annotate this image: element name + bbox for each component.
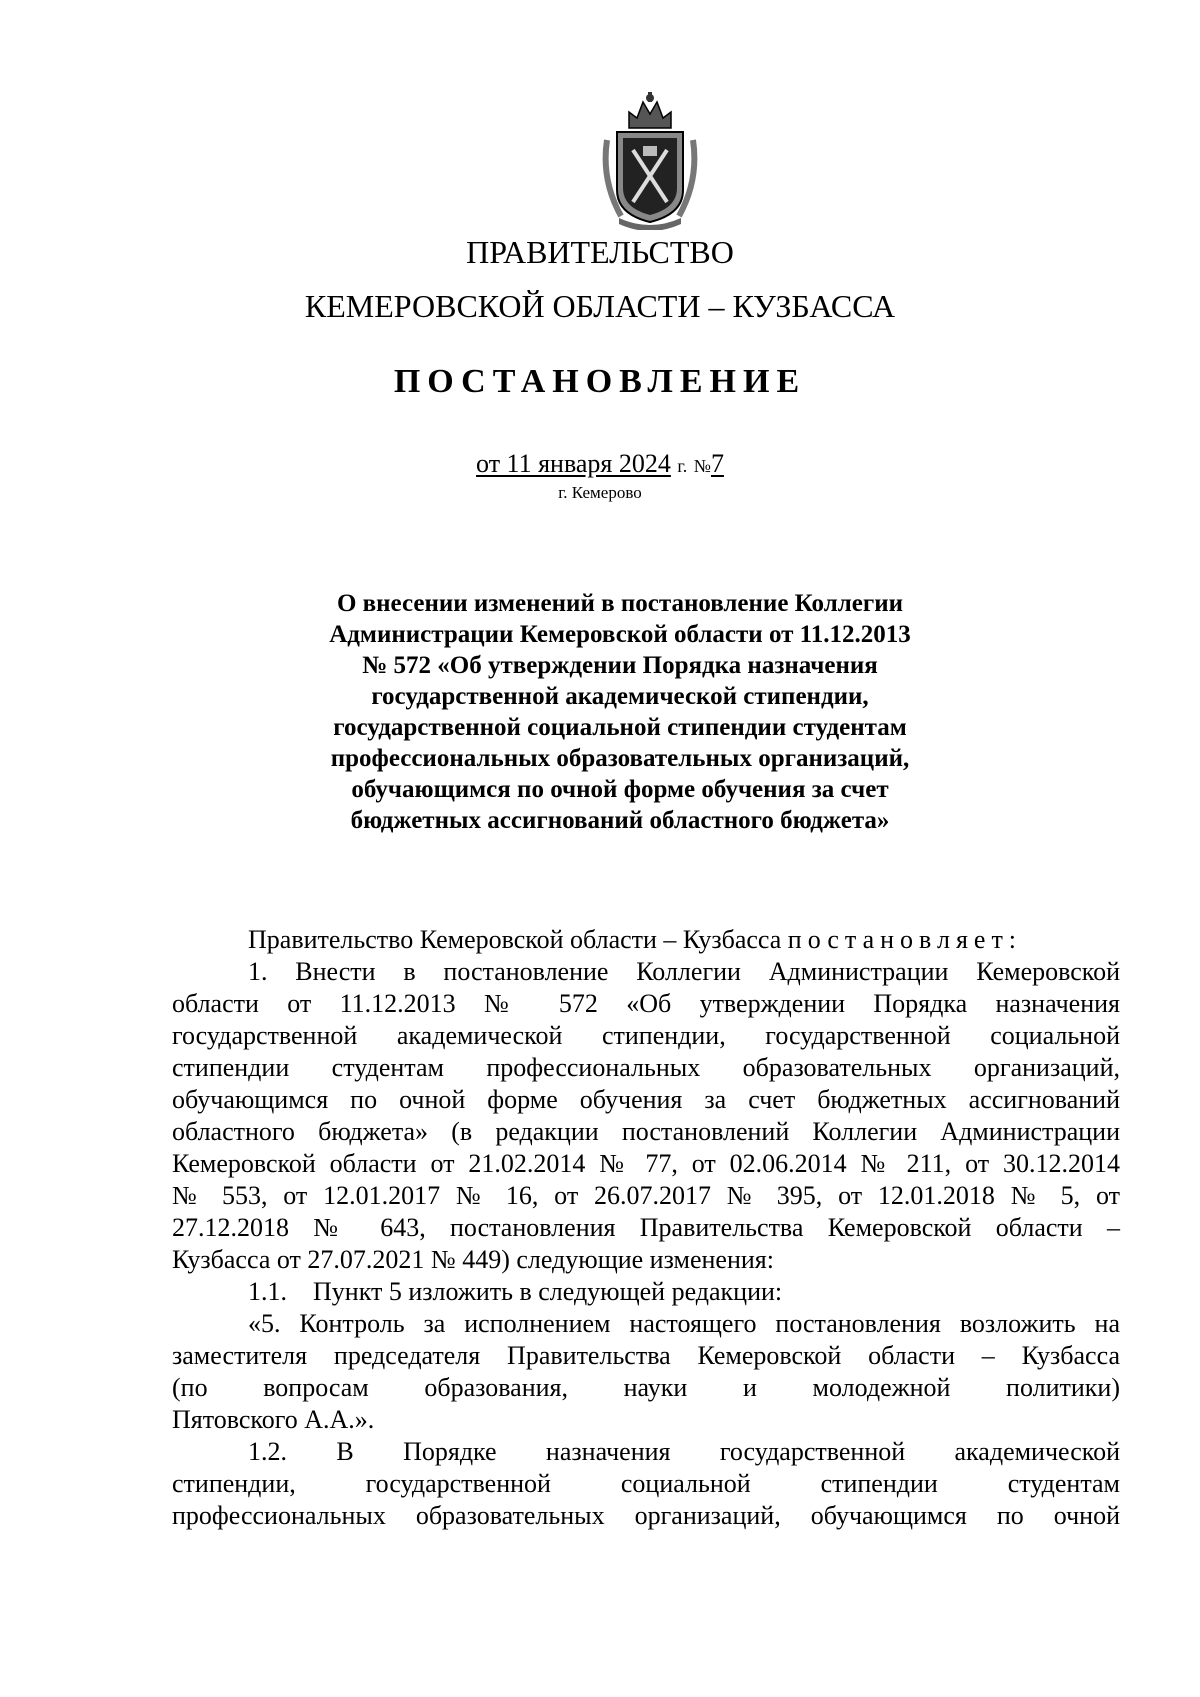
document-title	[240, 588, 1000, 836]
body-line: Кузбасса от 27.07.2021 № 449) следующие изменения:	[172, 1245, 774, 1274]
government-name-line1: ПРАВИТЕЛЬСТВО	[466, 234, 734, 270]
city: г. Кемерово	[558, 483, 642, 502]
intro-line	[172, 924, 1120, 956]
body-line: 1.2. В Порядке назначения государственной академической	[248, 1437, 1120, 1466]
title-line: № 572 «Об утверждении Порядка назначения	[362, 652, 878, 679]
year-suffix: г.	[677, 456, 688, 476]
title-line: О внесении изменений в постановление Коллегии	[336, 590, 904, 617]
title-line: профессиональных образовательных организаций,	[330, 745, 910, 772]
body-line: области от 11.12.2013 № 572 «Об утверждении Порядка назначения	[172, 989, 1120, 1018]
body-line: стипендии студентам профессиональных образовательных организаций,	[172, 1053, 1120, 1082]
body-line: (по вопросам образования, науки и молодежной политики)	[172, 1373, 1120, 1402]
body-line: 27.12.2018 № 643, постановления Правительства Кемеровской области –	[172, 1213, 1120, 1242]
document-body	[172, 924, 1120, 1532]
body-line: Пятовского А.А.».	[172, 1405, 375, 1434]
body-line: заместителя председателя Правительства Кемеровской области – Кузбасса	[172, 1341, 1120, 1370]
title-line: государственной академической стипендии,	[371, 683, 869, 710]
body-line: 1. Внести в постановление Коллегии Администрации Кемеровской	[248, 957, 1120, 986]
document-date: от 11 января 2024	[476, 449, 671, 478]
body-line: профессиональных образовательных организаций, обучающимся по очной	[172, 1501, 1120, 1530]
body-line: государственной академической стипендии, государственной социальной	[172, 1021, 1120, 1050]
government-name-line2: КЕМЕРОВСКОЙ ОБЛАСТИ – КУЗБАССА	[304, 288, 896, 324]
title-line: обучающимся по очной форме обучения за счет	[351, 776, 889, 803]
body-line: «5. Контроль за исполнением настоящего постановления возложить на	[248, 1309, 1120, 1338]
intro-text: Правительство Кемеровской области – Кузбасса	[248, 925, 782, 954]
body-line: областного бюджета» (в редакции постановлений Коллегии Администрации	[172, 1117, 1120, 1146]
intro-spaced-verb: постановляет:	[787, 925, 1023, 954]
body-line: стипендии, государственной социальной стипендии студентам	[172, 1469, 1120, 1498]
date-number-line	[0, 448, 1200, 482]
number-label: №	[693, 456, 711, 476]
body-line: обучающимся по очной форме обучения за счет бюджетных ассигнований	[172, 1085, 1120, 1114]
title-line: бюджетных ассигнований областного бюджета»	[350, 807, 890, 834]
title-line: Администрации Кемеровской области от 11.12.2013	[329, 621, 911, 648]
document-type: ПОСТАНОВЛЕНИЕ	[393, 363, 807, 400]
coat-of-arms-emblem	[599, 90, 701, 230]
body-line: 1.1. Пункт 5 изложить в следующей редакции:	[248, 1277, 783, 1306]
title-line: государственной социальной стипендии студентам	[333, 714, 907, 741]
document-number: 7	[710, 449, 724, 478]
body-line: № 553, от 12.01.2017 № 16, от 26.07.2017 № 395, от 12.01.2018 № 5, от	[172, 1181, 1120, 1210]
body-line: Кемеровской области от 21.02.2014 № 77, от 02.06.2014 № 211, от 30.12.2014	[172, 1149, 1120, 1178]
